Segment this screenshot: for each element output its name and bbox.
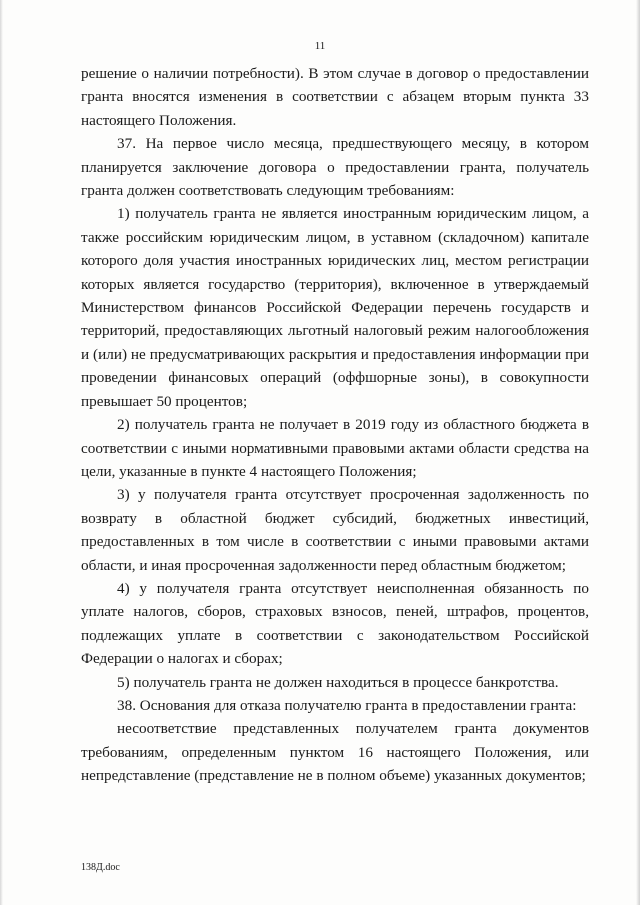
paragraph-requirement-2: 2) получатель гранта не получает в 2019 году из областного бюджета в соответствии с иными нормативными правовыми актами области средства на цели, указанные в пункте 4 настоящего Положения; [81, 416, 589, 480]
document-body [81, 62, 589, 788]
paragraph-continuation: решение о наличии потребности). В этом случае в договор о предоставлении гранта вносятся изменения в соответствии с абзацем вторым пункта 33 настоящего Положения. [81, 65, 589, 129]
scan-edge-left [0, 0, 3, 905]
page-number: 11 [314, 40, 326, 52]
paragraph-requirement-1: 1) получатель гранта не является иностранным юридическим лицом, а также российским юридическим лицом, в уставном (складочном) капитале которого доля участия иностранных юридических лиц, местом регистрации которых является государство (территория), включенное в утверждаемый Министерством финансов Российской Федерации перечень государств и территорий, предоставляющих льготный налоговый режим налогообложения и (или) не предусматривающих раскрытия и предоставления информации при проведении финансовых операций (оффшорные зоны), в совокупности превышает 50 процентов; [81, 205, 589, 410]
paragraph-requirement-4: 4) у получателя гранта отсутствует неисполненная обязанность по уплате налогов, сборов, страховых взносов, пеней, штрафов, процентов, подлежащих уплате в соответствии с законодательством Российской Федерации о налогах и сборах; [81, 579, 589, 668]
paragraph-item-38: 38. Основания для отказа получателю гранта в предоставлении гранта: [117, 696, 577, 714]
paragraph-refusal-ground: несоответствие представленных получателем гранта документов требованиям, определенным пунктом 16 настоящего Положения, или непредставление (представление не в полном объеме) указанных документов; [81, 720, 589, 785]
paragraph-item-37: 37. На первое число месяца, предшествующего месяцу, в котором планируется заключение договора о предоставлении гранта, получатель гранта должен соответствовать следующим требованиям: [81, 135, 589, 200]
paragraph-requirement-3: 3) у получателя гранта отсутствует просроченная задолженность по возврату в областной бюджет субсидий, бюджетных инвестиций, предоставленных в том числе в соответствии с иными правовыми актами области, и иная просроченная задолженности перед областным бюджетом; [81, 486, 589, 574]
scan-edge-right [636, 0, 640, 905]
footer-filename: 138Д.doc [81, 862, 120, 873]
paragraph-requirement-5: 5) получатель гранта не должен находиться в процессе банкротства. [117, 673, 559, 691]
